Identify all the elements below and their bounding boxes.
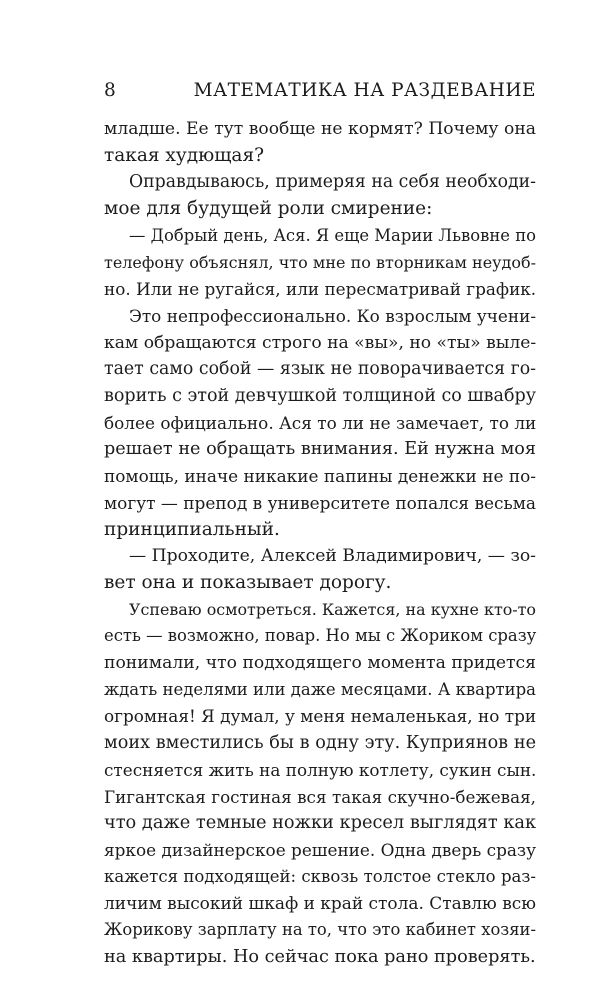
text-line: могут — препод в университете попался весьма xyxy=(104,492,536,513)
text-line: яркое дизайнерское решение. Одна дверь сразу xyxy=(104,839,537,860)
text-line: на квартиры. Но сейчас пока рано проверять. xyxy=(104,946,536,967)
text-line: Это непрофессионально. Ко взрослым учени- xyxy=(129,305,536,326)
text-line: кам обращаются строго на «вы», но «ты» выле- xyxy=(104,332,537,353)
text-line: огромная! Я думал, у меня немаленькая, но три xyxy=(104,706,537,727)
text-line: ждать неделями или даже месяцами. А квартира xyxy=(104,679,536,699)
text-line: тает само собой — язык не поворачивается го- xyxy=(104,359,536,380)
paragraph xyxy=(104,223,536,303)
text-line: личим высокий шкаф и край стола. Ставлю всю xyxy=(104,893,536,914)
text-line: телефону объяснял, что мне по вторникам неудоб- xyxy=(104,252,536,272)
paragraph xyxy=(104,116,536,169)
text-line: помощь, иначе никакие папины денежки не по- xyxy=(104,466,536,487)
text-line: что даже темные ножки кресел выглядят как xyxy=(104,813,537,834)
text-line: кажется подходящей: сквозь толстое стекло раз- xyxy=(104,866,536,886)
paragraph xyxy=(104,303,536,543)
text-line: Гигантская гостиная вся такая скучно-бежевая, xyxy=(104,786,536,807)
paragraph xyxy=(104,169,536,222)
text-line: ворить с этой девчушкой толщиной со швабру xyxy=(104,386,537,407)
text-line: — Проходите, Алексей Владимирович, — зо- xyxy=(129,546,536,567)
text-line: Жорикову зарплату на то, что это кабинет хозяи- xyxy=(104,920,536,940)
text-line: но. Или не ругайся, или пересматривай график. xyxy=(104,279,537,300)
text-line: стесняется жить на полную котлету, сукин сын. xyxy=(104,759,537,780)
running-head xyxy=(104,78,536,104)
text-line: такая худющая? xyxy=(104,144,265,166)
text-line: Успеваю осмотреться. Кажется, на кухне кто-то xyxy=(129,599,536,619)
text-line: Оправдываюсь, примеряя на себя необходи- xyxy=(129,172,536,193)
text-line: понимали, что подходящего момента придется xyxy=(104,653,536,674)
page-number: 8 xyxy=(104,80,116,101)
text-line: решает не обращать внимания. Ей нужна моя xyxy=(104,439,536,460)
text-line: более официально. Ася то ли не замечает, то ли xyxy=(104,412,537,433)
body-text xyxy=(104,116,536,971)
text-line: принципиальный. xyxy=(104,518,280,540)
text-line: мое для будущей роли смирение: xyxy=(104,198,433,220)
paragraph xyxy=(104,597,536,971)
text-line: моих вместились бы в одну эту. Куприянов не xyxy=(104,733,536,754)
text-line: есть — возможно, повар. Но мы с Жориком сразу xyxy=(104,626,537,646)
running-title: МАТЕМАТИКА НА РАЗДЕВАНИЕ xyxy=(193,80,536,101)
text-line: младше. Ее тут вообще не кормят? Почему она xyxy=(104,119,536,139)
paragraph xyxy=(104,543,536,596)
text-line: вет она и показывает дорогу. xyxy=(104,571,392,593)
text-line: — Добрый день, Ася. Я еще Марии Львовне по xyxy=(129,225,536,245)
